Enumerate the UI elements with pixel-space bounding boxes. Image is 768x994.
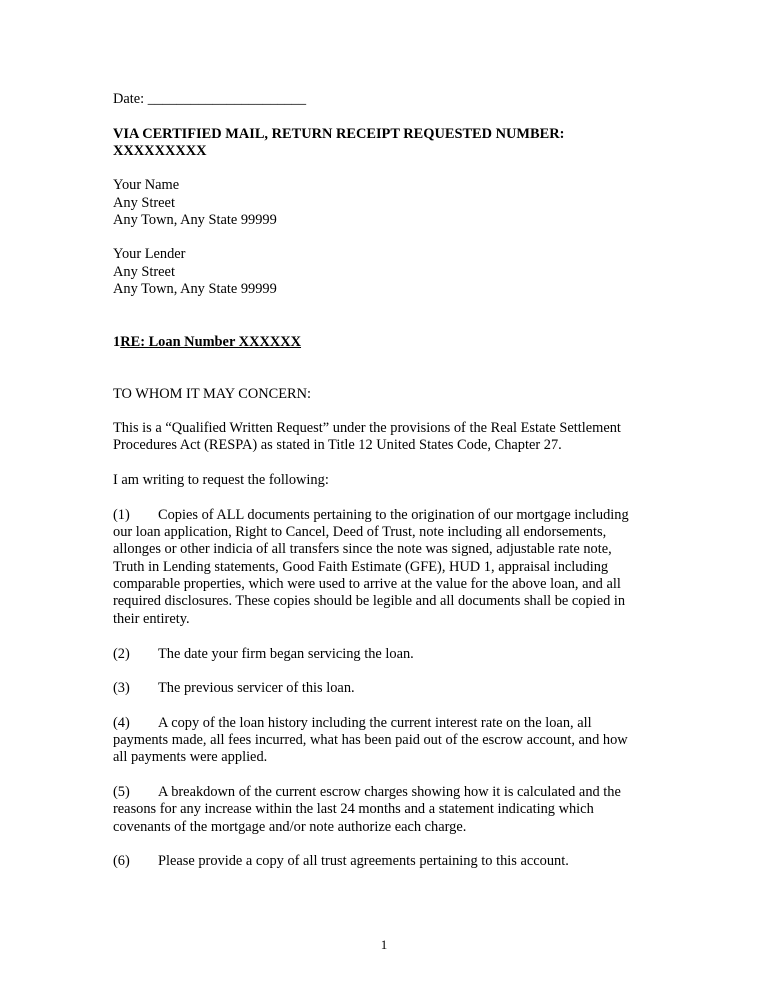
request-item-5 bbox=[113, 784, 621, 802]
recipient-name: Your Lender bbox=[113, 246, 186, 262]
recipient-city: Any Town, Any State 99999 bbox=[113, 281, 277, 297]
item-text: A breakdown of the current escrow charges showing how it is calculated and the bbox=[158, 784, 621, 800]
item-4-line-3: all payments were applied. bbox=[113, 749, 268, 765]
sender-street: Any Street bbox=[113, 195, 175, 211]
item-number: (6) bbox=[113, 853, 130, 869]
item-text: The date your firm began servicing the loan. bbox=[158, 646, 414, 662]
item-number: (1) bbox=[113, 507, 130, 523]
request-item-2 bbox=[113, 646, 414, 664]
item-1-line-4: Truth in Lending statements, Good Faith Estimate (GFE), HUD 1, appraisal including bbox=[113, 559, 609, 575]
request-item-4 bbox=[113, 715, 592, 733]
date-line: Date: ______________________ bbox=[113, 91, 307, 107]
item-1-line-6: required disclosures. These copies should be legible and all documents shall be copied in bbox=[113, 593, 626, 609]
intro-line-2: Procedures Act (RESPA) as stated in Title 12 United States Code, Chapter 27. bbox=[113, 437, 562, 453]
sender-city: Any Town, Any State 99999 bbox=[113, 212, 277, 228]
item-5-line-3: covenants of the mortgage and/or note authorize each charge. bbox=[113, 819, 467, 835]
request-item-1 bbox=[113, 507, 629, 525]
item-text: The previous servicer of this loan. bbox=[158, 680, 355, 696]
item-number: (3) bbox=[113, 680, 130, 696]
item-number: (5) bbox=[113, 784, 130, 800]
request-item-3 bbox=[113, 680, 355, 698]
sender-name: Your Name bbox=[113, 177, 180, 193]
item-4-line-2: payments made, all fees incurred, what has been paid out of the escrow account, and how bbox=[113, 732, 628, 748]
item-number: (2) bbox=[113, 646, 130, 662]
request-intro: I am writing to request the following: bbox=[113, 472, 329, 488]
item-number: (4) bbox=[113, 715, 130, 731]
via-certified-mail-line: VIA CERTIFIED MAIL, RETURN RECEIPT REQUESTED NUMBER: bbox=[113, 126, 565, 142]
page-number: 1 bbox=[380, 937, 388, 952]
re-line bbox=[113, 334, 301, 352]
item-text: A copy of the loan history including the current interest rate on the loan, all bbox=[158, 715, 592, 731]
item-text: Please provide a copy of all trust agreements pertaining to this account. bbox=[158, 853, 569, 869]
item-1-line-7: their entirety. bbox=[113, 611, 190, 627]
intro-line-1: This is a “Qualified Written Request” under the provisions of the Real Estate Settlement bbox=[113, 420, 621, 436]
re-loan-number: RE: Loan Number XXXXXX bbox=[120, 334, 302, 350]
certified-mail-number: XXXXXXXXX bbox=[113, 143, 207, 159]
re-prefix: 1 bbox=[113, 334, 121, 350]
recipient-street: Any Street bbox=[113, 264, 175, 280]
request-item-6 bbox=[113, 853, 569, 871]
item-1-line-5: comparable properties, which were used to arrive at the value for the above loan, and all bbox=[113, 576, 621, 592]
item-1-line-2: our loan application, Right to Cancel, Deed of Trust, note including all endorsements, bbox=[113, 524, 607, 540]
salutation: TO WHOM IT MAY CONCERN: bbox=[113, 386, 312, 402]
item-5-line-2: reasons for any increase within the last 24 months and a statement indicating which bbox=[113, 801, 594, 817]
item-text: Copies of ALL documents pertaining to the origination of our mortgage including bbox=[158, 507, 629, 523]
item-1-line-3: allonges or other indicia of all transfers since the note was signed, adjustable rate note, bbox=[113, 541, 612, 557]
